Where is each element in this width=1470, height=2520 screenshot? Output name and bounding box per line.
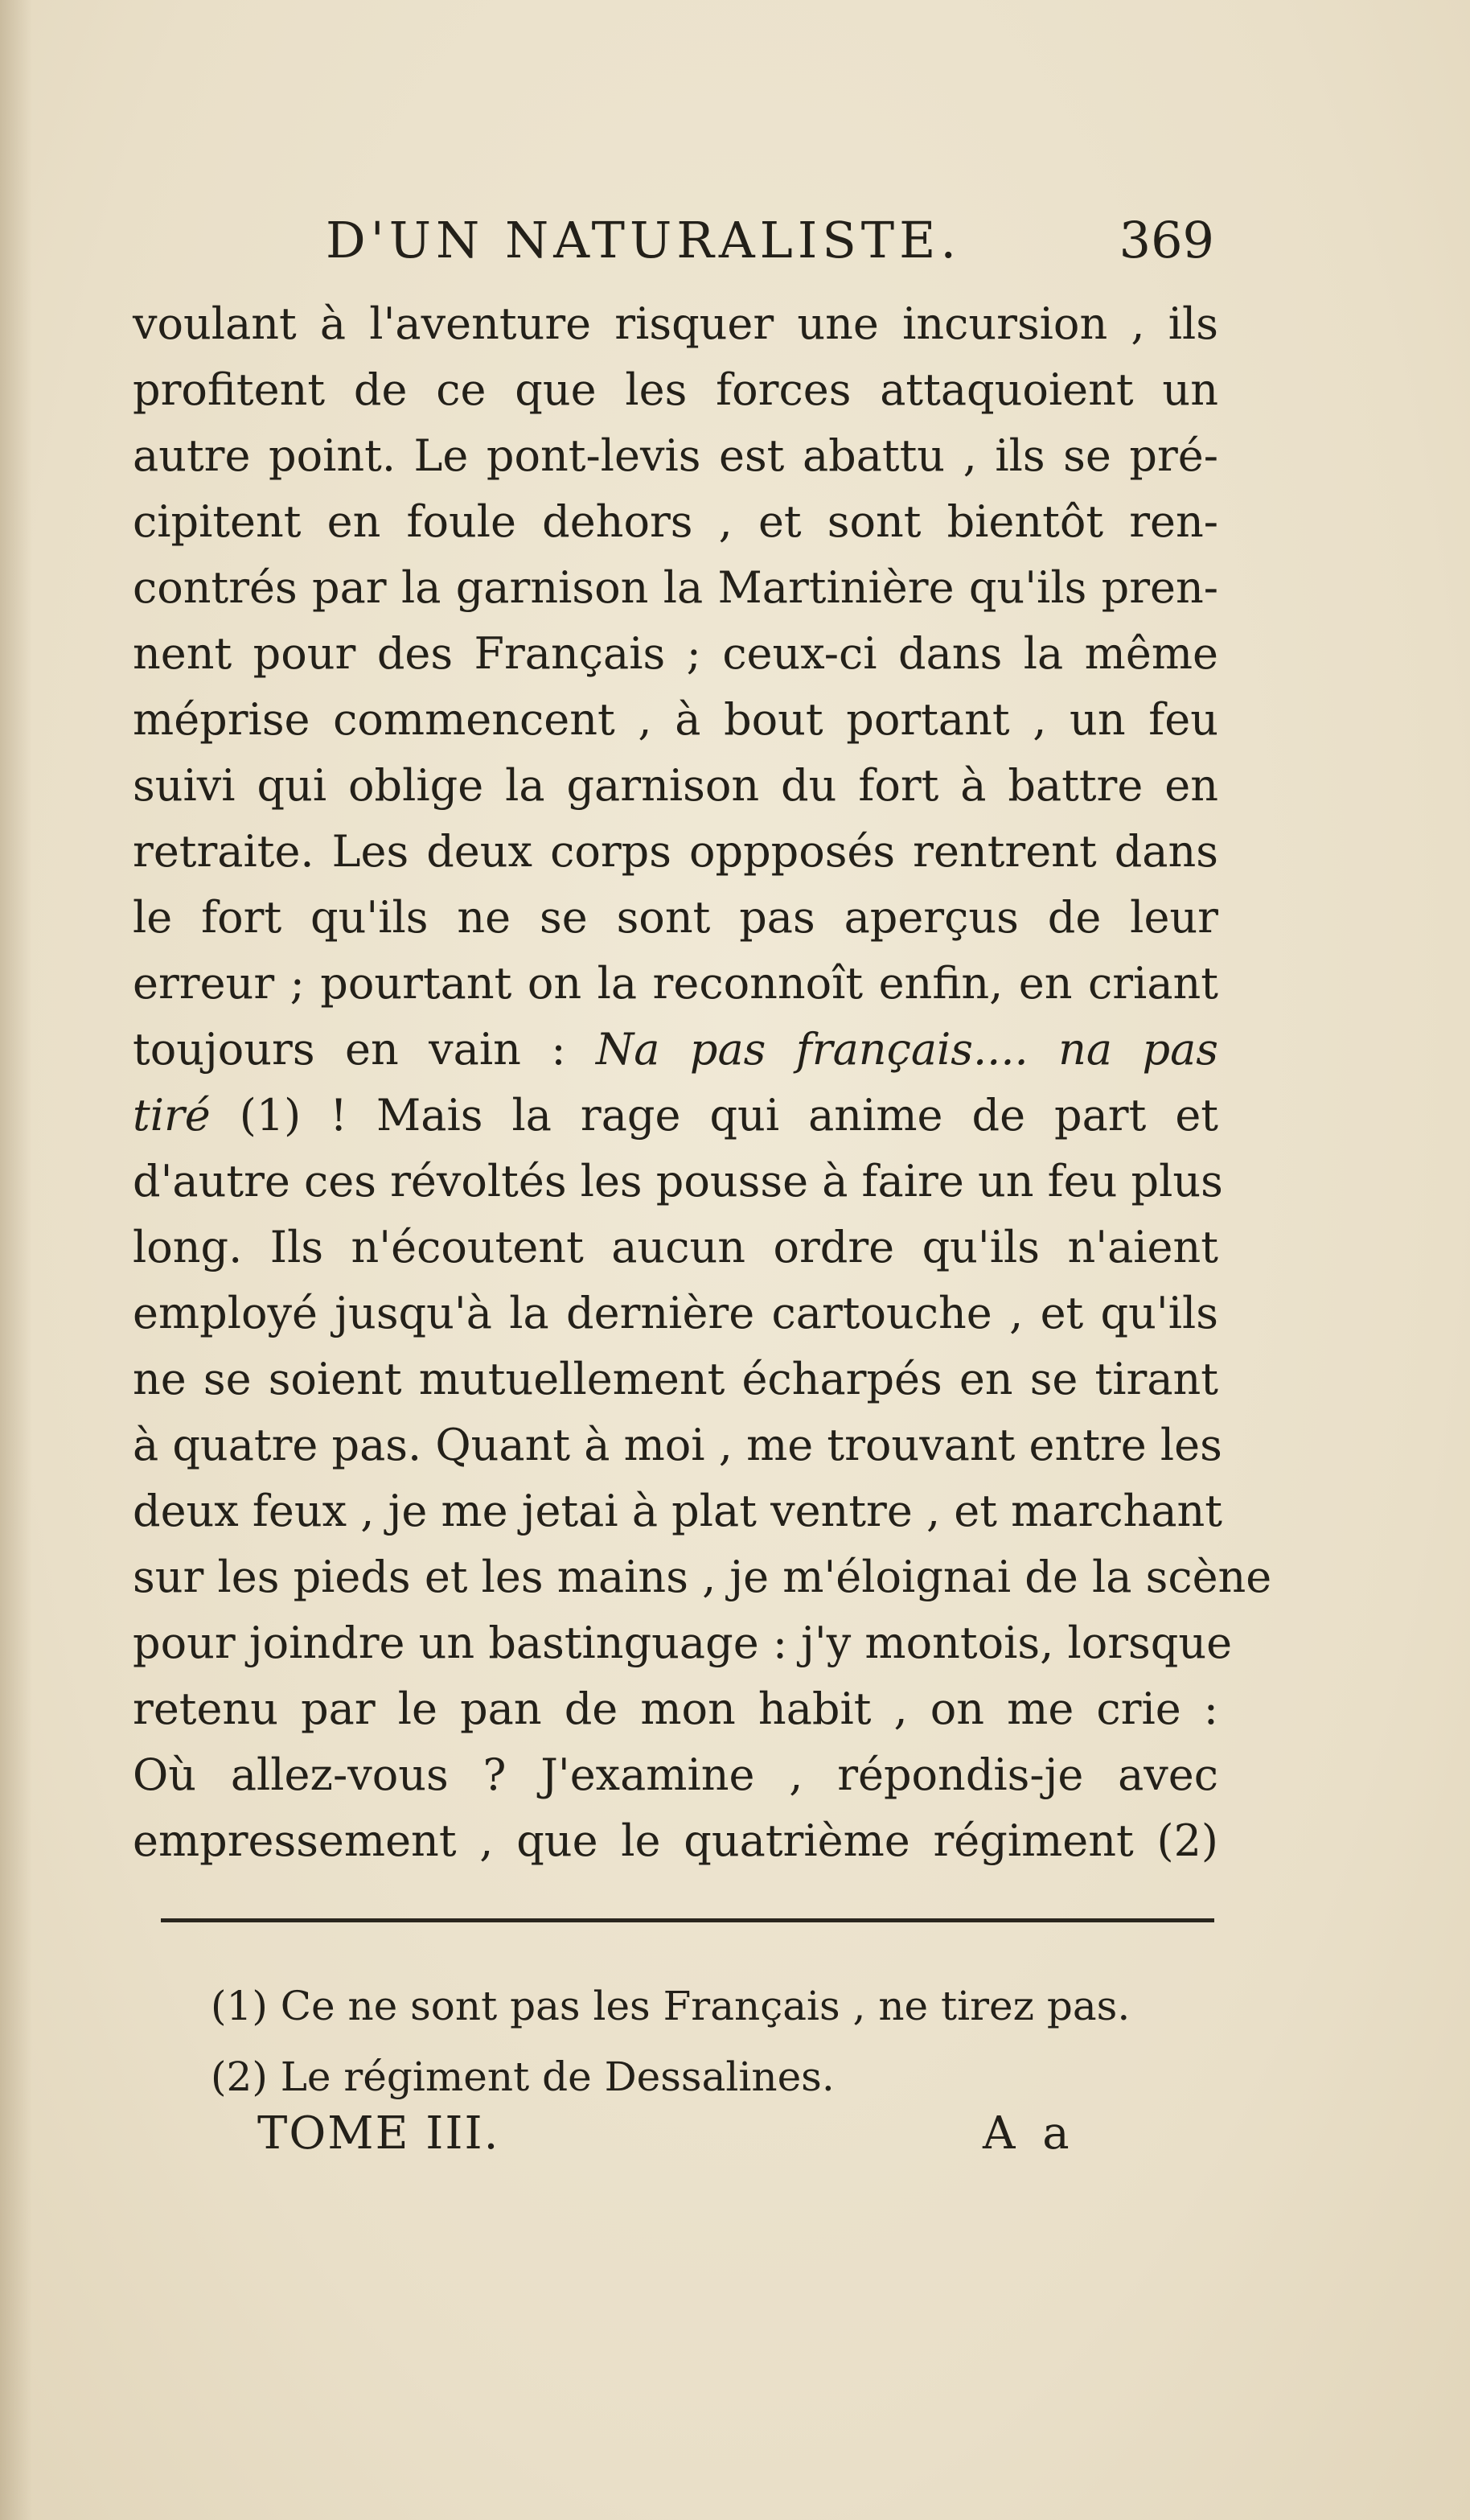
text-line: d'autre ces révoltés les pousse à faire un feu plus: [133, 1156, 1223, 1207]
italic-quote-end: tiré: [133, 1090, 211, 1141]
text-line: empressement , que le quatrième régiment (2): [133, 1815, 1218, 1866]
text-line: méprise commencent , à bout portant , un feu: [133, 694, 1218, 745]
text-line: cipitent en foule dehors , et sont bientôt ren-: [133, 496, 1218, 547]
text-line: autre point. Le pont-levis est abattu , ils se pré-: [133, 430, 1218, 481]
text-line: erreur ; pourtant on la reconnoît enfin, en criant: [133, 958, 1218, 1009]
text-line-with-italic: [133, 1017, 1218, 1083]
volume-signature: TOME III.: [257, 2107, 500, 2160]
footnote-divider: [161, 1918, 1214, 1922]
text-line: sur les pieds et les mains , je m'éloignai de la scène: [133, 1552, 1272, 1602]
text-line: long. Ils n'écoutent aucun ordre qu'ils n'aient: [133, 1222, 1218, 1272]
text-line: retenu par le pan de mon habit , on me crie :: [133, 1683, 1218, 1734]
body-text: [133, 291, 1272, 1874]
text-line: pour joindre un bastinguage : j'y montois, lorsque: [133, 1618, 1233, 1668]
text-line: employé jusqu'à la dernière cartouche , et qu'ils: [133, 1288, 1218, 1338]
text-line: voulant à l'aventure risquer une incursion , ils: [133, 298, 1218, 349]
italic-quote: Na pas français.... na pas: [596, 1024, 1218, 1075]
text-line: Où allez-vous ? J'examine , répondis-je avec: [133, 1749, 1218, 1800]
footnote-2: (2) Le régiment de Dessalines.: [211, 2053, 835, 2100]
text-line-prefix: toujours en vain :: [133, 1024, 596, 1075]
running-title: D'UN NATURALISTE.: [326, 211, 962, 269]
text-line: suivi qui oblige la garnison du fort à battre en: [133, 760, 1218, 811]
text-line-rest: (1) ! Mais la rage qui anime de part et: [210, 1090, 1218, 1141]
footnote-1: (1) Ce ne sont pas les Français , ne tirez pas.: [211, 1983, 1131, 2029]
page-number: 369: [1119, 211, 1214, 269]
text-line: contrés par la garnison la Martinière qu'ils pren-: [133, 562, 1218, 613]
text-line: deux feux , je me jetai à plat ventre , et marchant: [133, 1486, 1223, 1536]
text-line: le fort qu'ils ne se sont pas aperçus de leur: [133, 892, 1218, 943]
text-line: profitent de ce que les forces attaquoient un: [133, 364, 1218, 415]
text-line: à quatre pas. Quant à moi , me trouvant entre les: [133, 1420, 1222, 1470]
sheet-mark: A a: [983, 2107, 1076, 2160]
text-line-with-italic: [133, 1083, 1218, 1149]
page-edge-shadow: [0, 0, 32, 2520]
footnotes: [211, 1971, 1130, 2112]
text-line: ne se soient mutuellement écharpés en se tirant: [133, 1354, 1218, 1404]
page-header: [161, 211, 1214, 275]
text-line: nent pour des Français ; ceux-ci dans la même: [133, 628, 1218, 679]
text-line: retraite. Les deux corps oppposés rentrent dans: [133, 826, 1218, 877]
